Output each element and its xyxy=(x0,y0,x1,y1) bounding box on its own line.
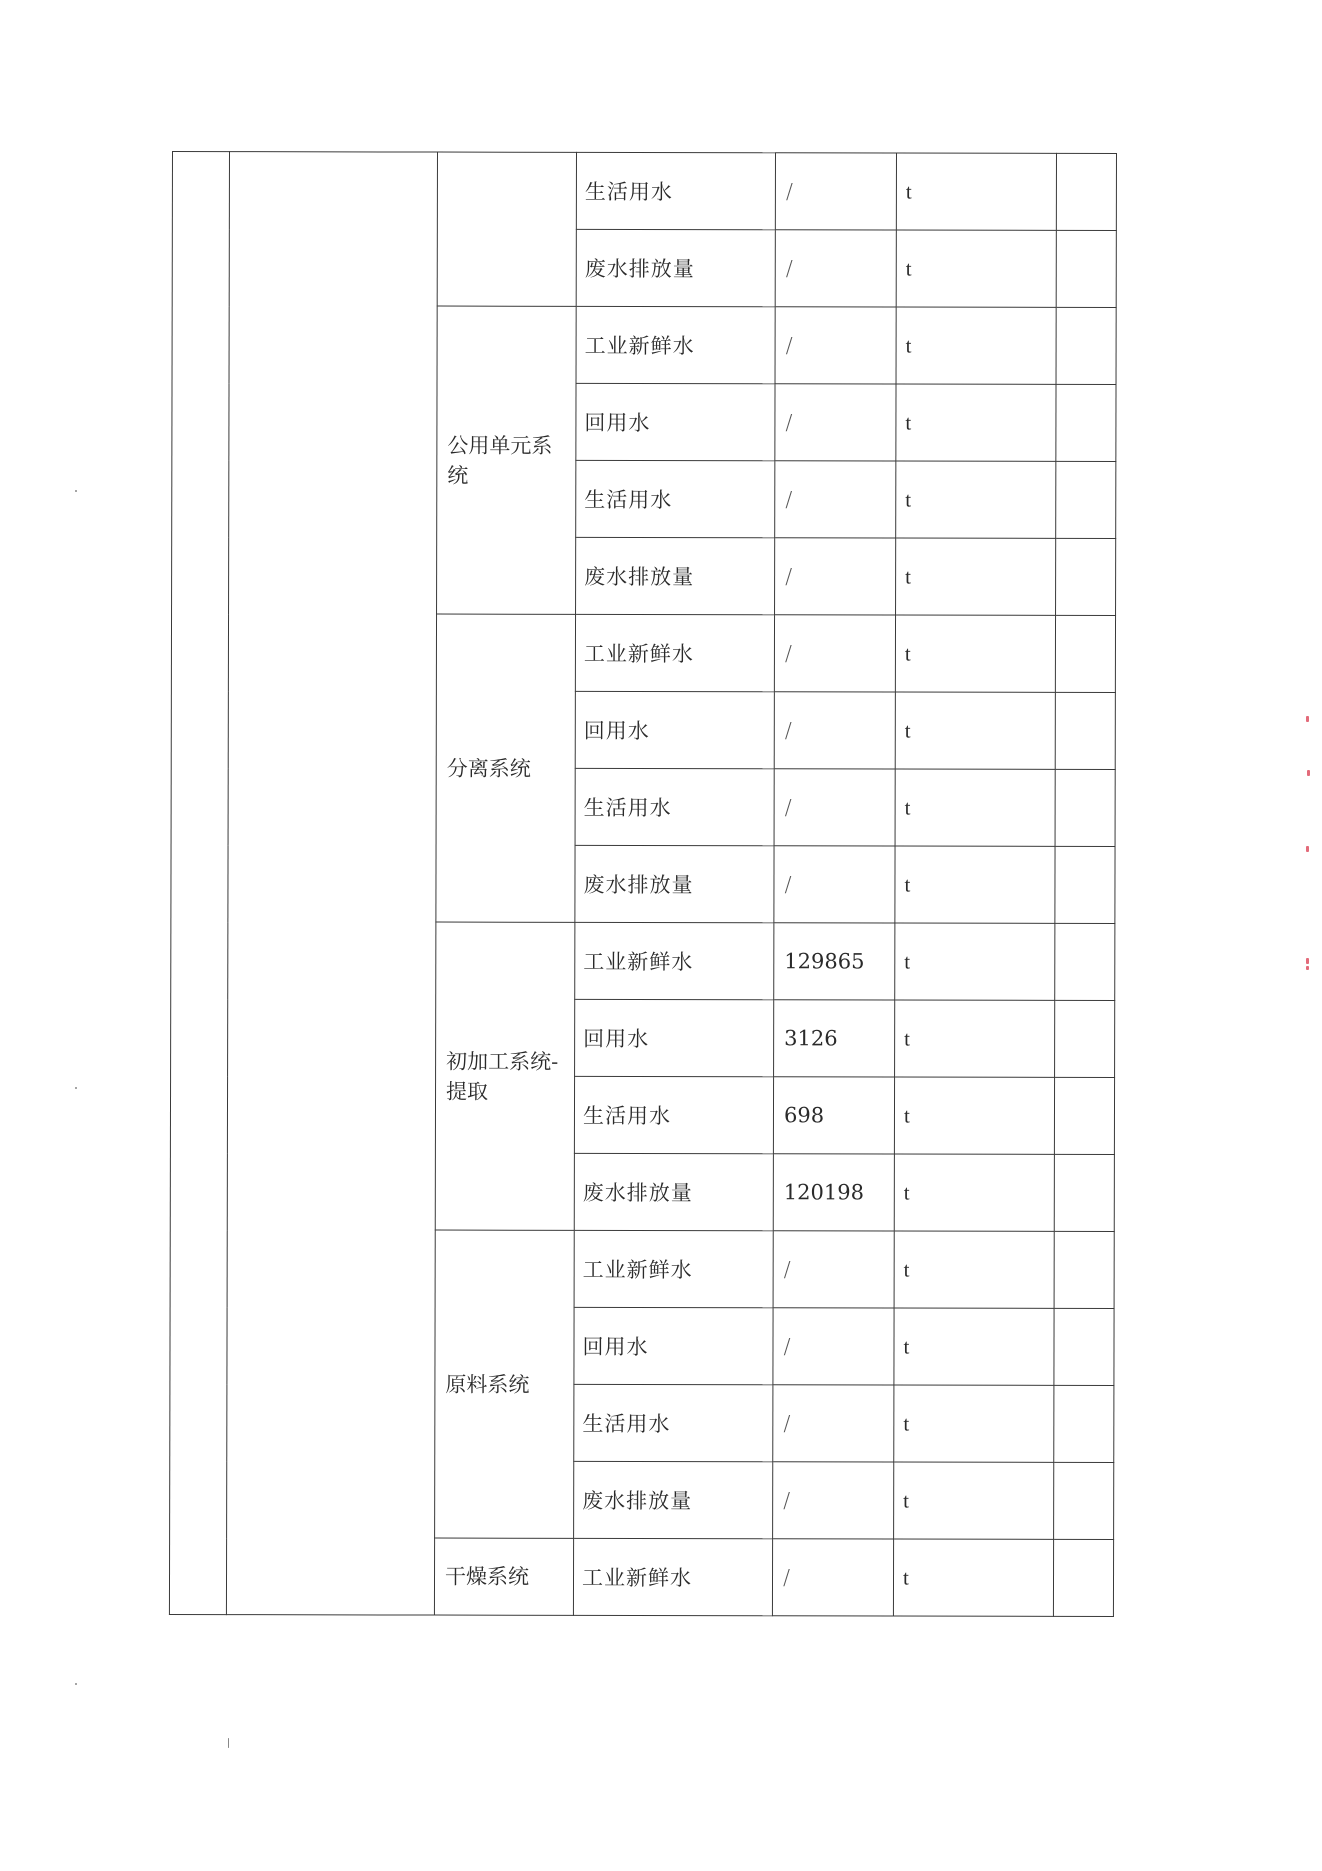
unit-cell: t xyxy=(896,307,1056,384)
item-name-cell: 生活用水 xyxy=(576,152,775,229)
item-name-cell: 生活用水 xyxy=(574,1384,773,1461)
unit-cell: t xyxy=(894,1077,1054,1154)
unit-cell: t xyxy=(894,1308,1054,1385)
remarks-cell xyxy=(1054,1385,1114,1462)
remarks-cell xyxy=(1055,923,1115,1000)
unit-cell: t xyxy=(896,153,1056,230)
scan-dot xyxy=(75,1087,77,1089)
remarks-cell xyxy=(1055,692,1115,769)
item-name-cell: 回用水 xyxy=(576,383,775,460)
unit-cell: t xyxy=(896,538,1056,615)
remarks-cell xyxy=(1054,1077,1114,1154)
value-cell: / xyxy=(775,307,896,384)
water-usage-table xyxy=(169,151,1117,1617)
remarks-cell xyxy=(1054,1462,1114,1539)
unit-cell: t xyxy=(894,1231,1054,1308)
unit-cell: t xyxy=(895,769,1055,846)
value-cell: / xyxy=(775,461,896,538)
value-cell: / xyxy=(773,1462,894,1539)
value-cell: / xyxy=(774,769,895,846)
item-name-cell: 回用水 xyxy=(574,1307,773,1384)
remarks-cell xyxy=(1055,846,1115,923)
scan-mark xyxy=(1307,770,1310,776)
unit-cell: t xyxy=(896,384,1056,461)
scan-dot xyxy=(228,1738,229,1748)
value-cell: / xyxy=(774,615,895,692)
unit-cell: t xyxy=(894,1385,1054,1462)
value-cell: / xyxy=(775,230,896,307)
remarks-cell xyxy=(1055,1000,1115,1077)
scan-mark xyxy=(1306,846,1309,852)
value-cell: 698 xyxy=(773,1077,894,1154)
unit-cell: t xyxy=(895,1000,1055,1077)
item-name-cell: 生活用水 xyxy=(575,768,774,845)
value-cell: 3126 xyxy=(774,1000,895,1077)
system-group-label: 初加工系统-提取 xyxy=(435,922,575,1230)
item-name-cell: 废水排放量 xyxy=(574,1153,773,1230)
item-name-cell: 工业新鲜水 xyxy=(575,614,774,691)
value-cell: / xyxy=(774,846,895,923)
remarks-cell xyxy=(1056,538,1116,615)
unit-cell: t xyxy=(894,1154,1054,1231)
unit-cell: t xyxy=(895,615,1055,692)
item-name-cell: 工业新鲜水 xyxy=(576,306,775,383)
remarks-cell xyxy=(1055,769,1115,846)
scan-dot xyxy=(75,490,77,492)
scan-mark xyxy=(1306,716,1309,722)
remarks-cell xyxy=(1054,1231,1114,1308)
remarks-cell xyxy=(1053,1539,1113,1616)
item-name-cell: 废水排放量 xyxy=(576,229,775,306)
unit-cell: t xyxy=(895,923,1055,1000)
scan-dot xyxy=(75,1683,77,1685)
item-name-cell: 回用水 xyxy=(575,691,774,768)
system-group-label: 分离系统 xyxy=(436,614,576,922)
item-name-cell: 工业新鲜水 xyxy=(575,922,774,999)
value-cell: 129865 xyxy=(774,923,895,1000)
value-cell: / xyxy=(773,1308,894,1385)
table-body xyxy=(169,152,1116,1617)
value-cell: / xyxy=(773,1385,894,1462)
remarks-cell xyxy=(1056,307,1116,384)
item-name-cell: 生活用水 xyxy=(574,1076,773,1153)
unit-cell: t xyxy=(893,1539,1053,1616)
scan-mark xyxy=(1306,966,1309,970)
unit-cell: t xyxy=(895,846,1055,923)
remarks-cell xyxy=(1056,384,1116,461)
system-group-label: 公用单元系统 xyxy=(437,306,577,614)
value-cell: / xyxy=(772,1539,893,1616)
item-name-cell: 生活用水 xyxy=(576,460,775,537)
system-group-label: 原料系统 xyxy=(435,1230,575,1538)
value-cell: / xyxy=(775,538,896,615)
remarks-cell xyxy=(1054,1154,1114,1231)
index-column-cell xyxy=(169,152,229,1615)
remarks-cell xyxy=(1056,461,1116,538)
table-row xyxy=(172,152,1116,231)
item-name-cell: 废水排放量 xyxy=(574,1461,773,1538)
value-cell: / xyxy=(773,1231,894,1308)
remarks-cell xyxy=(1056,153,1116,230)
scan-mark xyxy=(1306,958,1309,964)
item-name-cell: 废水排放量 xyxy=(576,537,775,614)
system-group-label: 干燥系统 xyxy=(434,1538,573,1615)
remarks-cell xyxy=(1054,1308,1114,1385)
unit-cell: t xyxy=(894,1462,1054,1539)
item-name-cell: 工业新鲜水 xyxy=(574,1230,773,1307)
remarks-cell xyxy=(1055,615,1115,692)
unit-cell: t xyxy=(895,692,1055,769)
system-group-label xyxy=(437,152,576,306)
value-cell: / xyxy=(774,692,895,769)
unit-cell: t xyxy=(896,461,1056,538)
remarks-cell xyxy=(1056,230,1116,307)
unit-cell: t xyxy=(896,230,1056,307)
item-name-cell: 工业新鲜水 xyxy=(573,1538,772,1615)
value-cell: 120198 xyxy=(773,1154,894,1231)
item-name-cell: 废水排放量 xyxy=(575,845,774,922)
category-column-cell xyxy=(226,152,437,1615)
value-cell: / xyxy=(775,384,896,461)
item-name-cell: 回用水 xyxy=(575,999,774,1076)
value-cell: / xyxy=(775,153,896,230)
